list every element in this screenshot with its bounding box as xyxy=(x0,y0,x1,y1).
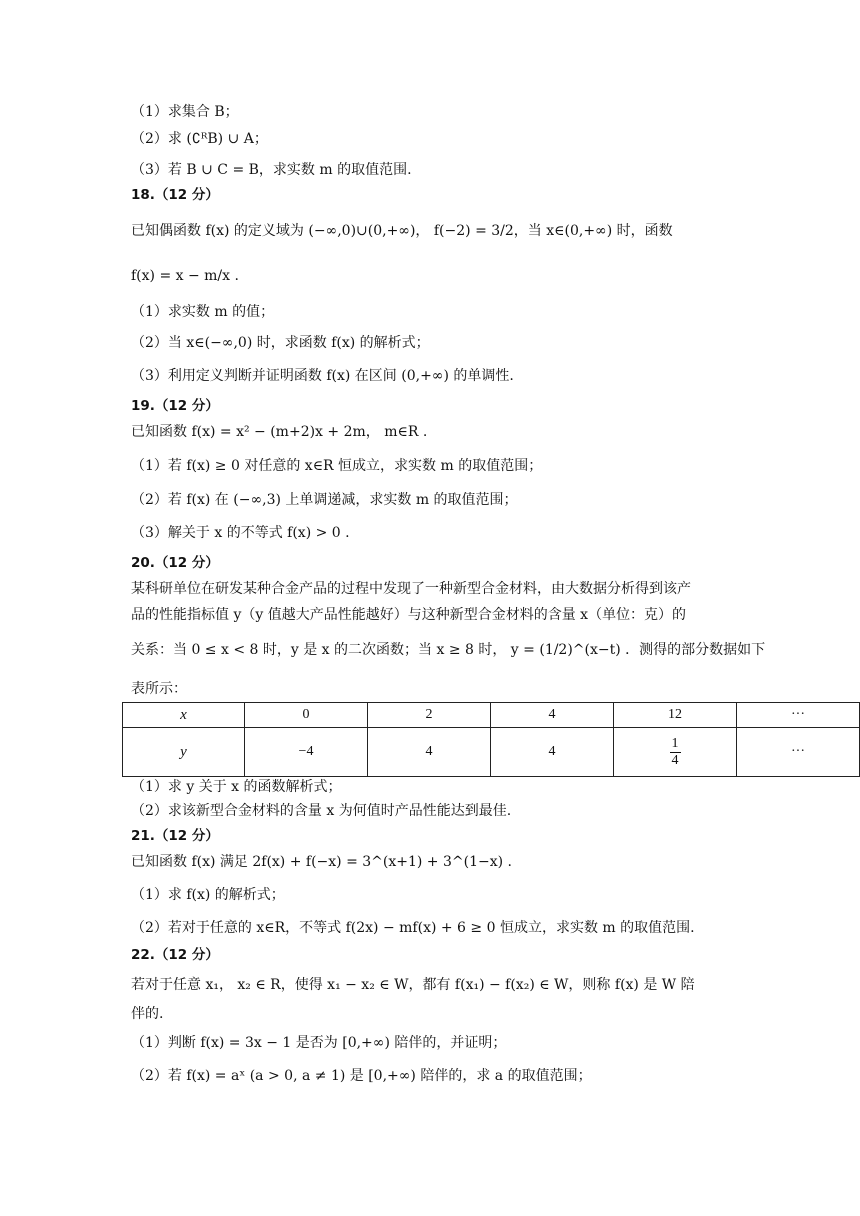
table-row-x xyxy=(123,703,860,728)
q18-part1: （1）求实数 m 的值； xyxy=(131,304,275,320)
table-cell: 0 xyxy=(245,703,368,728)
table-cell: 4 xyxy=(368,728,491,777)
q21-stem: 已知函数 f(x) 满足 2f(x) + f(−x) = 3^(x+1) + 3^(1−x) . xyxy=(131,854,512,870)
q22-heading: 22.（12 分） xyxy=(131,947,219,963)
q19-heading: 19.（12 分） xyxy=(131,398,219,414)
table-cell: −4 xyxy=(245,728,368,777)
q17-part2: （2）求 (∁ᴿB) ∪ A； xyxy=(131,131,268,147)
q18-part2: （2）当 x∈(−∞,0) 时，求函数 f(x) 的解析式； xyxy=(131,335,430,351)
q19-stem: 已知函数 f(x) = x² − (m+2)x + 2m， m∈R . xyxy=(131,424,428,440)
fraction-denominator: 4 xyxy=(671,752,679,768)
table-cell: ··· xyxy=(737,703,860,728)
q20-heading: 20.（12 分） xyxy=(131,555,219,571)
q18-part3: （3）利用定义判断并证明函数 f(x) 在区间 (0,+∞) 的单调性. xyxy=(131,368,514,384)
q20-stem-3: 关系：当 0 ≤ x < 8 时，y 是 x 的二次函数；当 x ≥ 8 时， y = (1/2)^(x−t) ．测得的部分数据如下 xyxy=(131,642,766,658)
table-row-y xyxy=(123,728,860,777)
table-cell-fraction xyxy=(614,728,737,777)
q19-part1: （1）若 f(x) ≥ 0 对任意的 x∈R 恒成立，求实数 m 的取值范围； xyxy=(131,458,543,474)
q21-part2: （2）若对于任意的 x∈R，不等式 f(2x) − mf(x) + 6 ≥ 0 恒成立，求实数 m 的取值范围. xyxy=(131,920,695,936)
table-cell: 4 xyxy=(491,703,614,728)
table-cell: 2 xyxy=(368,703,491,728)
table-cell: y xyxy=(123,728,245,777)
q21-heading: 21.（12 分） xyxy=(131,828,219,844)
q18-stem-cont: f(x) = x − m/x . xyxy=(131,268,239,284)
q20-stem-2: 品的性能指标值 y（y 值越大产品性能越好）与这种新型合金材料的含量 x（单位：克）的 xyxy=(131,607,687,623)
table-cell: 12 xyxy=(614,703,737,728)
q22-stem-cont: 伴的. xyxy=(131,1006,164,1022)
q20-stem-1: 某科研单位在研发某种合金产品的过程中发现了一种新型合金材料，由大数据分析得到该产 xyxy=(131,581,691,597)
q19-part2: （2）若 f(x) 在 (−∞,3) 上单调递减，求实数 m 的取值范围； xyxy=(131,492,518,508)
data-table xyxy=(122,702,860,777)
q20-part1: （1）求 y 关于 x 的函数解析式； xyxy=(131,779,342,795)
q20-part2: （2）求该新型合金材料的含量 x 为何值时产品性能达到最佳. xyxy=(131,803,512,819)
q17-part3: （3）若 B ∪ C = B，求实数 m 的取值范围. xyxy=(131,162,412,178)
q21-part1: （1）求 f(x) 的解析式； xyxy=(131,887,285,903)
q22-part1: （1）判断 f(x) = 3x − 1 是否为 [0,+∞) 陪伴的，并证明； xyxy=(131,1035,507,1051)
fraction-numerator: 1 xyxy=(671,735,679,751)
q17-part1: （1）求集合 B； xyxy=(131,104,239,120)
q22-stem: 若对于任意 x₁， x₂ ∈ R，使得 x₁ − x₂ ∈ W，都有 f(x₁) − f(x₂) ∈ W，则称 f(x) 是 W 陪 xyxy=(131,977,695,993)
q18-heading: 18.（12 分） xyxy=(131,187,219,203)
q19-part3: （3）解关于 x 的不等式 f(x) > 0 . xyxy=(131,525,350,541)
q18-stem: 已知偶函数 f(x) 的定义域为 (−∞,0)∪(0,+∞)， f(−2) = 3/2，当 x∈(0,+∞) 时，函数 xyxy=(131,223,673,239)
table-cell: x xyxy=(123,703,245,728)
fraction xyxy=(670,736,681,769)
table-cell: ··· xyxy=(737,728,860,777)
q22-part2: （2）若 f(x) = aˣ (a > 0, a ≠ 1) 是 [0,+∞) 陪伴的，求 a 的取值范围； xyxy=(131,1068,592,1084)
table-cell: 4 xyxy=(491,728,614,777)
q20-stem-4: 表所示： xyxy=(131,681,187,697)
